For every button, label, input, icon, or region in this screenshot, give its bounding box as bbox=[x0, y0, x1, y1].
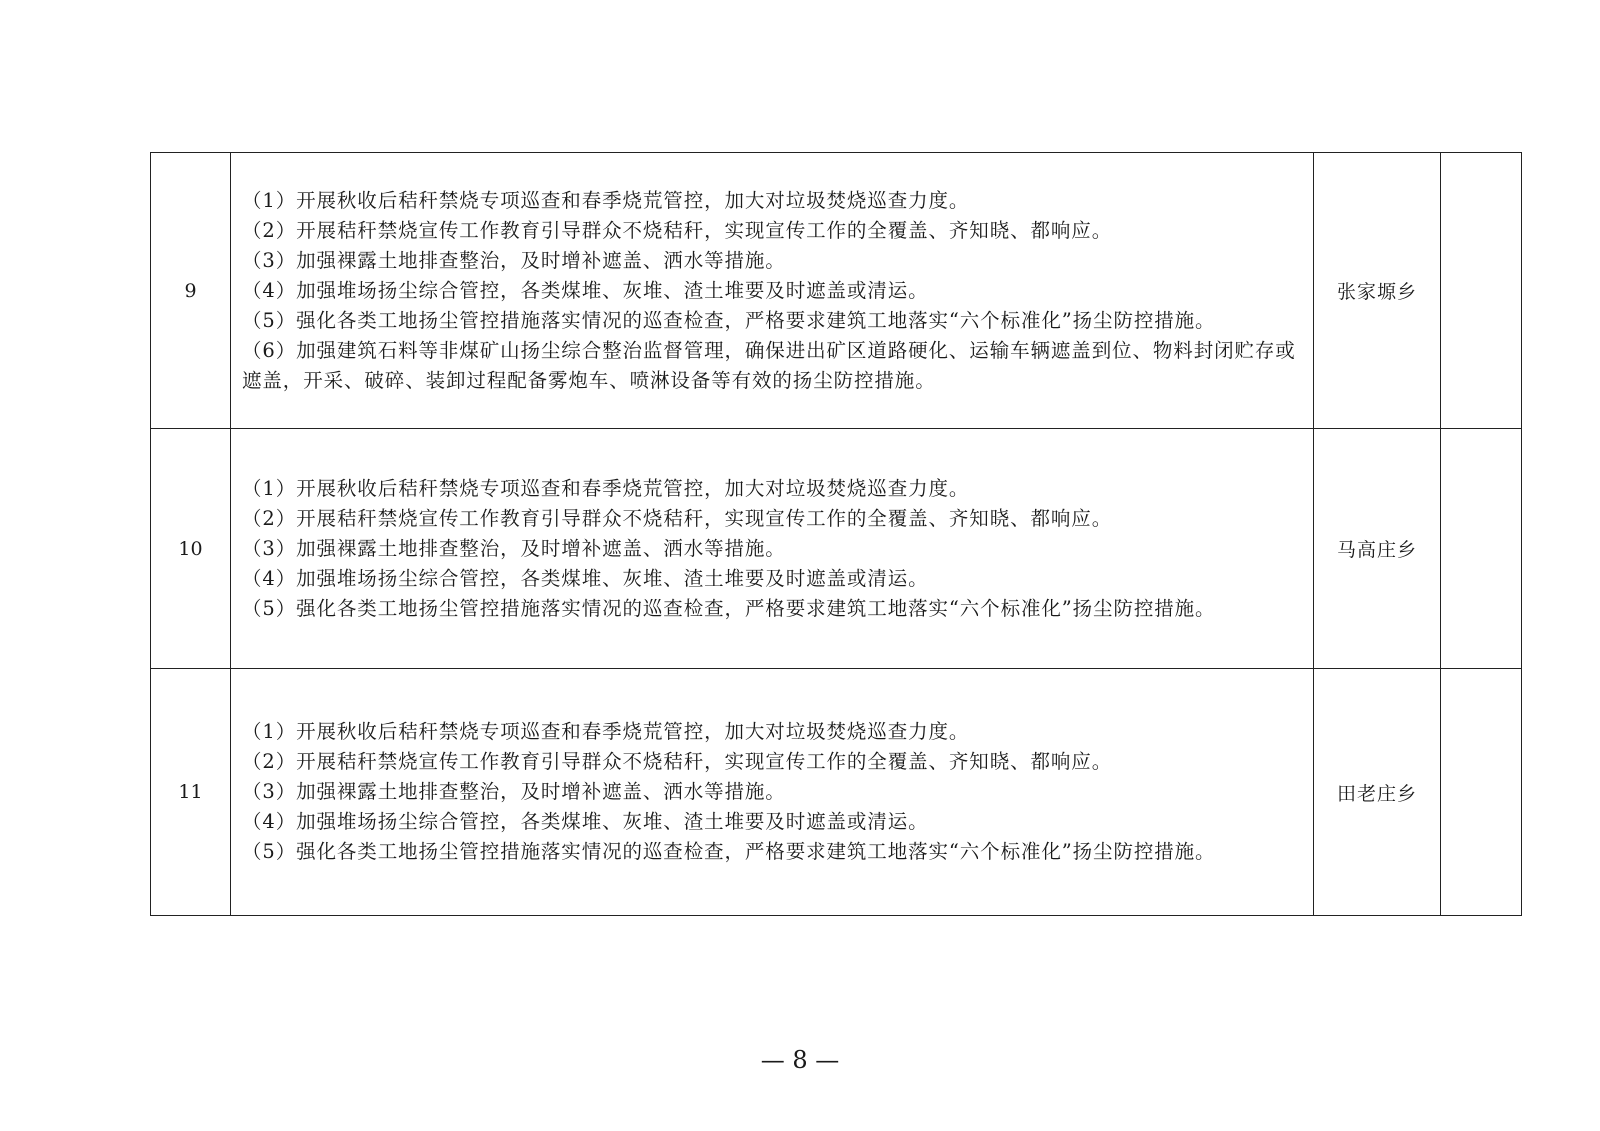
measure-item: （5）强化各类工地扬尘管控措施落实情况的巡查检查，严格要求建筑工地落实“六个标准化”扬尘防控措施。 bbox=[242, 840, 1216, 863]
table-row bbox=[151, 153, 1522, 429]
row-number: 10 bbox=[151, 429, 231, 669]
measures-cell bbox=[231, 153, 1314, 429]
row-number: 9 bbox=[151, 153, 231, 429]
row-number: 11 bbox=[151, 669, 231, 916]
measures-table bbox=[150, 152, 1522, 916]
remarks-cell bbox=[1441, 153, 1522, 429]
measure-item: （5）强化各类工地扬尘管控措施落实情况的巡查检查，严格要求建筑工地落实“六个标准化”扬尘防控措施。 bbox=[242, 596, 1216, 620]
remarks-cell bbox=[1441, 669, 1522, 916]
measure-item: （4）加强堆场扬尘综合管控，各类煤堆、灰堆、渣土堆要及时遮盖或清运。 bbox=[242, 566, 929, 590]
measure-item: （3）加强裸露土地排查整治，及时增补遮盖、洒水等措施。 bbox=[242, 536, 786, 560]
measure-item: （2）开展秸秆禁烧宣传工作教育引导群众不烧秸秆，实现宣传工作的全覆盖、齐知晓、都响应。 bbox=[242, 218, 1113, 242]
page-number: — 8 — bbox=[760, 1046, 840, 1074]
table-row bbox=[151, 429, 1522, 669]
measure-item: （5）强化各类工地扬尘管控措施落实情况的巡查检查，严格要求建筑工地落实“六个标准化”扬尘防控措施。 bbox=[242, 308, 1216, 332]
remarks-cell bbox=[1441, 429, 1522, 669]
measure-item: （1）开展秋收后秸秆禁烧专项巡查和春季烧荒管控，加大对垃圾焚烧巡查力度。 bbox=[242, 476, 970, 500]
measure-item: （6）加强建筑石料等非煤矿山扬尘综合整治监督管理，确保进出矿区道路硬化、运输车辆遮盖到位、物料封闭贮存或遮盖，开采、破碎、装卸过程配备雾炮车、喷淋设备等有效的扬尘防控措施。 bbox=[242, 338, 1296, 392]
measure-item: （4）加强堆场扬尘综合管控，各类煤堆、灰堆、渣土堆要及时遮盖或清运。 bbox=[242, 810, 929, 833]
measures-cell bbox=[231, 669, 1314, 916]
responsible-unit: 田老庄乡 bbox=[1314, 669, 1441, 916]
measure-item: （3）加强裸露土地排查整治，及时增补遮盖、洒水等措施。 bbox=[242, 248, 786, 272]
responsible-unit: 马高庄乡 bbox=[1314, 429, 1441, 669]
table-row bbox=[151, 669, 1522, 916]
responsible-unit: 张家塬乡 bbox=[1314, 153, 1441, 429]
measure-item: （4）加强堆场扬尘综合管控，各类煤堆、灰堆、渣土堆要及时遮盖或清运。 bbox=[242, 278, 929, 302]
measure-item: （2）开展秸秆禁烧宣传工作教育引导群众不烧秸秆，实现宣传工作的全覆盖、齐知晓、都响应。 bbox=[242, 506, 1113, 530]
measure-item: （3）加强裸露土地排查整治，及时增补遮盖、洒水等措施。 bbox=[242, 780, 786, 803]
measure-item: （2）开展秸秆禁烧宣传工作教育引导群众不烧秸秆，实现宣传工作的全覆盖、齐知晓、都响应。 bbox=[242, 750, 1113, 773]
measure-item: （1）开展秋收后秸秆禁烧专项巡查和春季烧荒管控，加大对垃圾焚烧巡查力度。 bbox=[242, 720, 970, 743]
measure-item: （1）开展秋收后秸秆禁烧专项巡查和春季烧荒管控，加大对垃圾焚烧巡查力度。 bbox=[242, 188, 970, 212]
measures-cell bbox=[231, 429, 1314, 669]
